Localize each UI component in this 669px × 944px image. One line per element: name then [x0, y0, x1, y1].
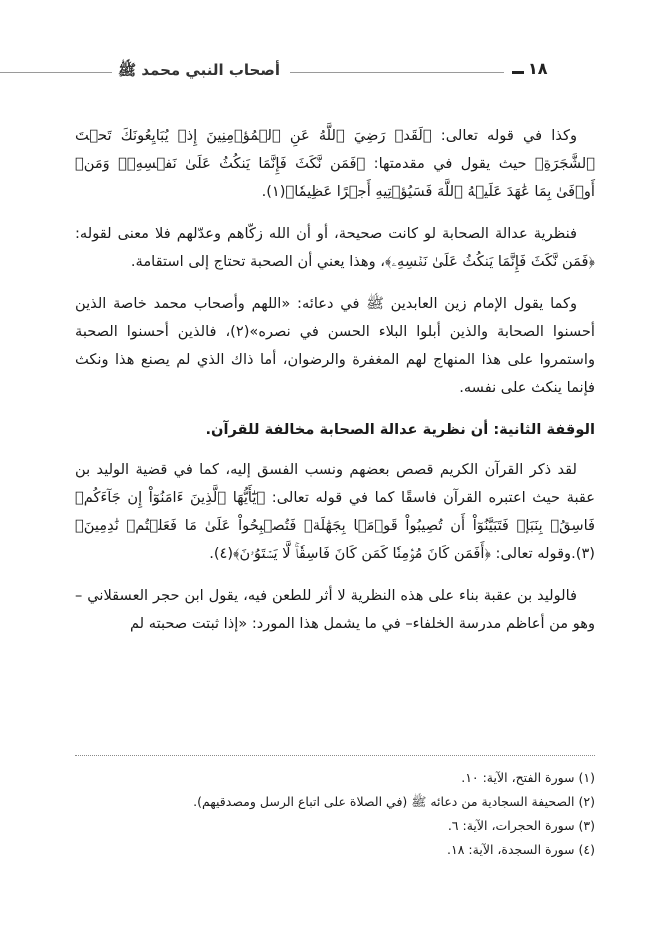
paragraph: وكما يقول الإمام زين العابدين ﷺ في دعائه: «اللهم وأصحاب محمد خاصة الذين أحسنوا الصحابة والذين أبلوا البلاء الحسن في نصره»(٢)، فالذين أحسنوا الصحبة واستمروا على هذا المنهاج لهم المغفرة والرضوان، أما ذاك الذي لم يصنع هذا ونكث فإنما ينكث على نفسه. [75, 295, 595, 396]
page-body [75, 122, 595, 652]
paragraph: وكذا في قوله تعالى: ﴿لَقَدۡ رَضِيَ ٱللَّهُ عَنِ ٱلۡمُؤۡمِنِينَ إِذۡ يُبَايِعُونَكَ تَحۡتَ ٱلشَّجَرَةِ﴾ حيث يقول في مقدمتها: ﴿فَمَن نَّكَثَ فَإِنَّمَا يَنكُثُ عَلَىٰ نَفۡسِهِۦۖ وَمَنۡ أَوۡفَىٰ بِمَا عَٰهَدَ عَلَيۡهُ ٱللَّهَ فَسَيُؤۡتِيهِ أَجۡرًا عَظِيمٗا﴾(١). [75, 127, 595, 200]
header-dash [512, 71, 524, 74]
running-title: أصحاب النبي محمد ﷺ [118, 61, 280, 79]
paragraph: لقد ذكر القرآن الكريم قصص بعضهم ونسب الفسق إليه، كما في قضية الوليد بن عقبة حيث اعتبره القرآن فاسقًا كما في قوله تعالى: ﴿يَٰٓأَيُّهَا ٱلَّذِينَ ءَامَنُوٓاْ إِن جَآءَكُمۡ فَاسِقُۢ بِنَبَإٖ فَتَبَيَّنُوٓاْ أَن تُصِيبُواْ قَوۡمَۢا بِجَهَٰلَةٖ فَتُصۡبِحُواْ عَلَىٰ مَا فَعَلۡتُمۡ نَٰدِمِينَ﴾(٣).وقوله تعالى: ﴿أَفَمَن كَانَ مُؤۡمِنٗا كَمَن كَانَ فَاسِقٗاۚ لَّا يَسۡتَوُۥنَ﴾(٤). [75, 461, 595, 562]
footnote: (٣) سورة الحجرات، الآية: ٦. [447, 818, 595, 833]
paragraph: فالوليد بن عقبة بناء على هذه النظرية لا أثر للطعن فيه، يقول ابن حجر العسقلاني –وهو من أعاظم مدرسة الخلفاء– في ما يشمل هذا المورد: «إذا ثبتت صحبته لم [75, 587, 595, 632]
footnotes [75, 766, 595, 862]
section-heading: الوقفة الثانية: أن نظرية عدالة الصحابة مخالفة للقرآن. [205, 421, 595, 438]
header-rule-right [290, 72, 504, 73]
paragraph: فنظرية عدالة الصحابة لو كانت صحيحة، أو أن الله زكّاهم وعدّلهم فلا معنى لقوله:﴿فَمَن نَّكَثَ فَإِنَّمَا يَنكُثُ عَلَىٰ نَفۡسِهِۦ﴾، وهذا يعني أن الصحبة تحتاج إلى استقامة. [75, 225, 595, 270]
page-header [0, 58, 669, 88]
footnote-separator [75, 755, 595, 756]
page-number: ١٨ [528, 59, 548, 78]
footnote: (٢) الصحيفة السجادية من دعائه ﷺ (في الصلاة على اتباع الرسل ومصدقيهم). [193, 794, 595, 809]
footnote: (٤) سورة السجدة، الآية: ١٨. [447, 842, 595, 857]
header-rule-left [0, 72, 112, 73]
footnote: (١) سورة الفتح، الآية: ١٠. [461, 770, 595, 785]
